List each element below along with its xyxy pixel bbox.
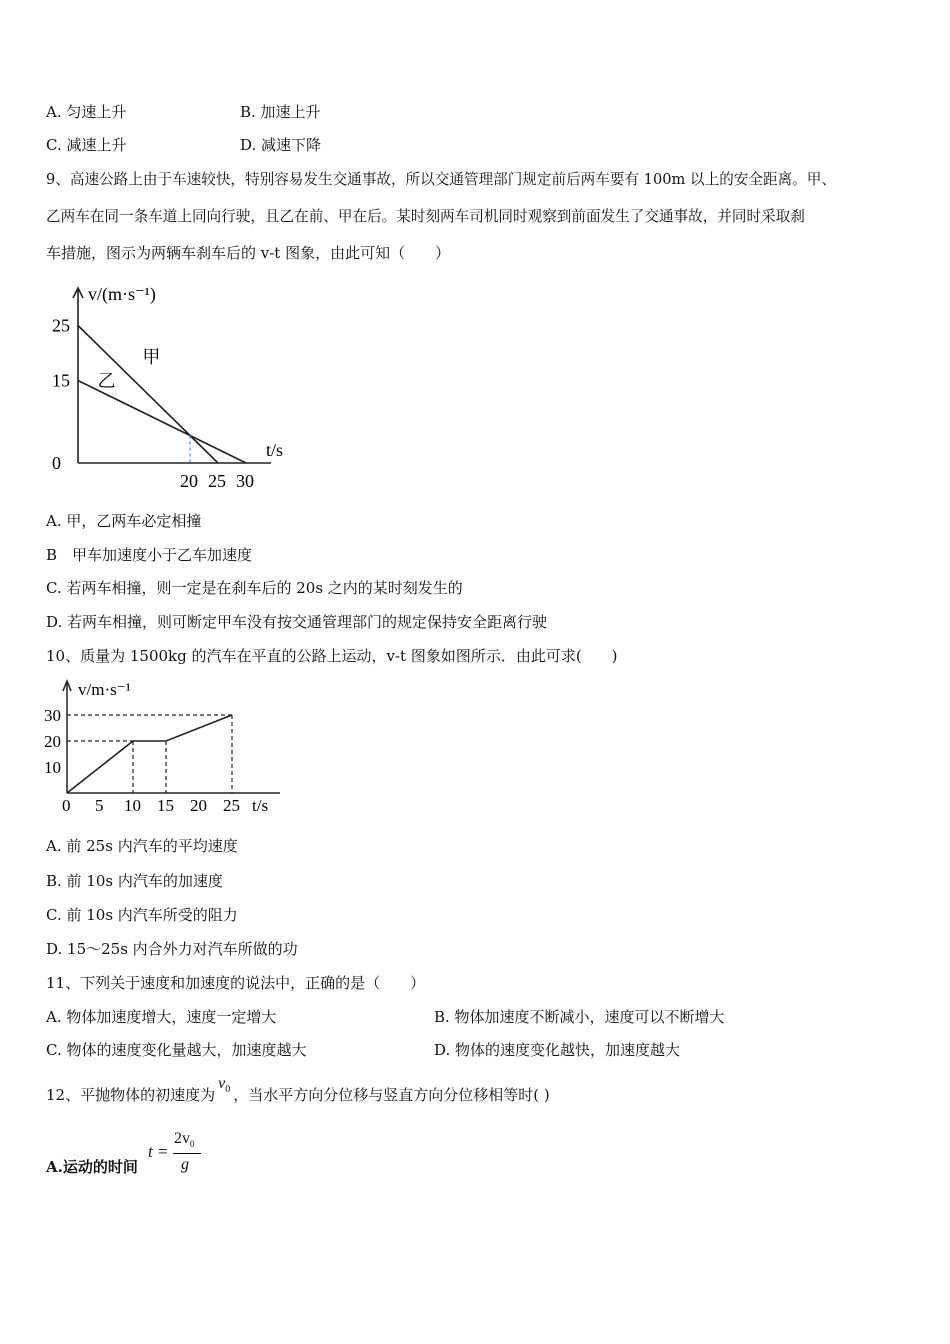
q8-option-c: C. 减速上升: [46, 136, 127, 154]
chart2-y-axis-label: v/m·s⁻¹: [78, 680, 131, 699]
q11-option-a: A. 物体加速度增大，速度一定增大: [46, 1008, 277, 1026]
q10-option-a: A. 前 25s 内汽车的平均速度: [46, 837, 238, 855]
chart2-y-tick-20: 20: [44, 732, 61, 751]
q10-option-b: B. 前 10s 内汽车的加速度: [46, 872, 223, 890]
chart1-y-tick-15: 15: [52, 370, 70, 391]
q8-option-b: B. 加速上升: [240, 103, 321, 121]
q11-stem: 11、下列关于速度和加速度的说法中，正确的是（ ）: [46, 974, 426, 992]
q12-stem-pre: 12、平抛物体的初速度为: [46, 1086, 216, 1104]
q9-option-b: B 甲车加速度小于乙车加速度: [46, 546, 253, 564]
chart2-x-axis-label: t/s: [252, 796, 269, 815]
q9-option-d: D. 若两车相撞，则可断定甲车没有按交通管理部门的规定保持安全距离行驶: [46, 613, 548, 631]
chart1-y-tick-25: 25: [52, 315, 70, 336]
q12-stem: [46, 1075, 550, 1112]
q10-stem: 10、质量为 1500kg 的汽车在平直的公路上运动，v-t 图象如图所示．由此可求( ): [46, 647, 618, 665]
chart1-series-label-yi: 乙: [97, 371, 116, 392]
chart2-series-line: [67, 715, 232, 793]
q9-option-a: A. 甲，乙两车必定相撞: [46, 512, 202, 530]
chart1-series-line-2: [78, 381, 246, 464]
q12-formula-numerator: $2v_0$: [174, 1130, 195, 1150]
q11-option-d: D. 物体的速度变化越快，加速度越大: [434, 1041, 681, 1059]
chart1-x-axis-label: t/s: [266, 440, 284, 460]
chart2-x-tick-25: 25: [223, 796, 240, 815]
chart2-x-tick-10: 10: [124, 796, 141, 815]
chart2-x-tick-0: 0: [62, 796, 71, 815]
q12-formula-denominator: g: [181, 1156, 189, 1173]
q9-stem-line2: 乙两车在同一条车道上同向行驶，且乙在前、甲在后。某时刻两车司机同时观察到前面发生了交通事故，并同时采取刹: [46, 208, 805, 225]
q9-stem-line3: 车措施，图示为两辆车刹车后的 v-t 图象，由此可知（ ）: [46, 244, 451, 262]
chart2-y-tick-10: 10: [44, 758, 61, 777]
chart1-x-tick-30: 30: [236, 471, 254, 491]
chart2-x-tick-20: 20: [190, 796, 207, 815]
chart1-y-tick-0: 0: [52, 453, 61, 473]
chart1-x-tick-25: 25: [208, 471, 226, 491]
q8-option-a: A. 匀速上升: [46, 103, 127, 121]
chart1-x-tick-20: 20: [180, 471, 198, 491]
q12-fraction-bar: [173, 1153, 201, 1154]
q12-formula: [148, 1130, 218, 1182]
q9-vt-chart: [46, 280, 306, 495]
q10-option-c: C. 前 10s 内汽车所受的阻力: [46, 906, 238, 924]
chart2-y-tick-30: 30: [44, 706, 61, 725]
q10-vt-chart: [40, 675, 290, 820]
chart2-x-tick-5: 5: [95, 796, 104, 815]
q12-option-a-label: A.运动的时间: [46, 1158, 138, 1176]
q9-stem-line1: 9、高速公路上由于车速较快，特别容易发生交通事故，所以交通管理部门规定前后两车要有 100m 以上的安全距离。甲、: [46, 171, 836, 188]
q12-stem-post: ，当水平方向分位移与竖直方向分位移相等时( ): [233, 1086, 550, 1104]
chart1-y-axis-label: v/(m·s⁻¹): [88, 284, 156, 304]
q9-option-c: C. 若两车相撞，则一定是在刹车后的 20s 之内的某时刻发生的: [46, 579, 463, 597]
chart1-series-label-jia: 甲: [142, 346, 161, 367]
chart2-x-tick-15: 15: [157, 796, 174, 815]
q12-formula-lhs: t =: [148, 1142, 169, 1161]
q8-option-d: D. 减速下降: [240, 136, 322, 154]
q11-option-b: B. 物体加速度不断减小，速度可以不断增大: [434, 1008, 725, 1026]
q10-option-d: D. 15～25s 内合外力对汽车所做的功: [46, 940, 298, 958]
q12-v0: $v_0$: [218, 1075, 231, 1096]
q11-option-c: C. 物体的速度变化量越大，加速度越大: [46, 1041, 307, 1059]
